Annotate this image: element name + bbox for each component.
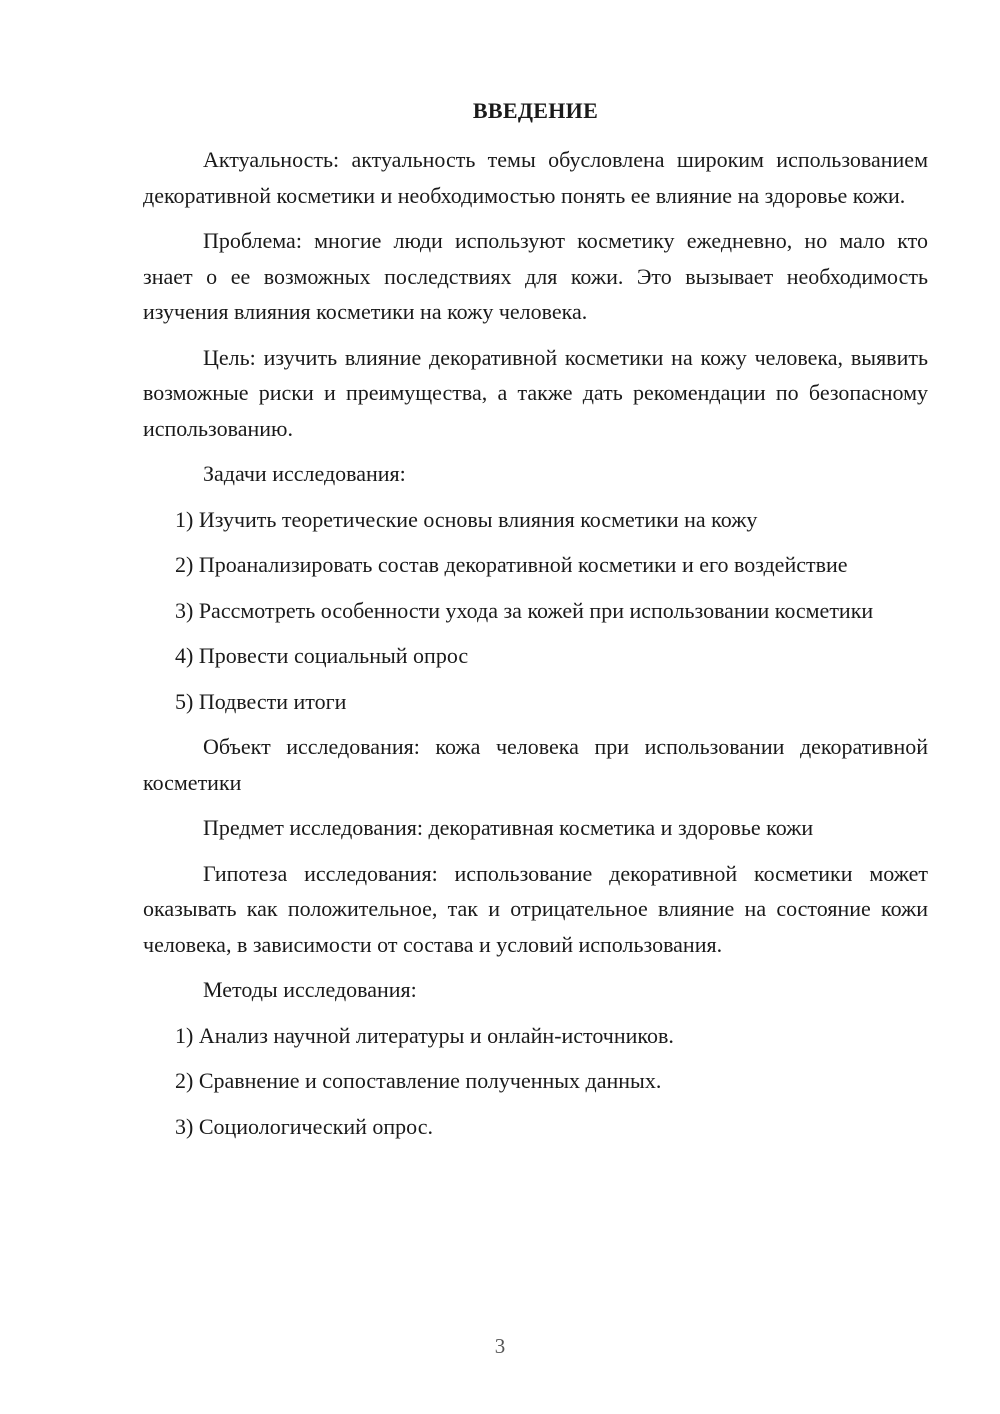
list-item-method-2: 2) Сравнение и сопоставление полученных данных. [175,1068,662,1093]
paragraph-goal: Цель: изучить влияние декоративной косметики на кожу человека, выявить возможные риски и преимущества, а также дать рекомендации по безопасному использованию. [143,344,928,441]
page-title: ВВЕДЕНИЕ [472,98,599,123]
list-item-task-1: 1) Изучить теоретические основы влияния косметики на кожу [175,506,758,532]
paragraph-methods-heading: Методы исследования: [203,977,417,1002]
list-item-method-1: 1) Анализ научной литературы и онлайн-источников. [175,1022,674,1048]
list-item-task-4: 4) Провести социальный опрос [175,643,469,668]
paragraph-tasks-heading: Задачи исследования: [203,461,406,486]
paragraph-object: Объект исследования: кожа человека при использовании декоративной косметики [143,734,928,795]
paragraph-relevance: Актуальность: актуальность темы обусловлена широким использованием декоративной косметики и необходимостью понять ее влияние на здоровье кожи. [143,147,928,208]
list-item-task-2: 2) Проанализировать состав декоративной косметики и его воздействие [175,552,848,577]
list-item-task-3: 3) Рассмотреть особенности ухода за кожей при использовании косметики [175,597,874,623]
list-item-task-5: 5) Подвести итоги [175,688,347,714]
page-number: 3 [494,1334,506,1358]
list-item-method-3: 3) Социологический опрос. [175,1113,433,1139]
paragraph-subject: Предмет исследования: декоративная косметика и здоровье кожи [203,815,814,840]
paragraph-hypothesis: Гипотеза исследования: использование декоративной косметики может оказывать как положительное, так и отрицательное влияние на состояние кожи человека, в зависимости от состава и условий использования. [143,860,928,957]
paragraph-problem: Проблема: многие люди используют косметику ежедневно, но мало кто знает о ее возможных последствиях для кожи. Это вызывает необходимость изучения влияния косметики на кожу человека. [143,228,928,324]
document-page [143,96,928,1154]
